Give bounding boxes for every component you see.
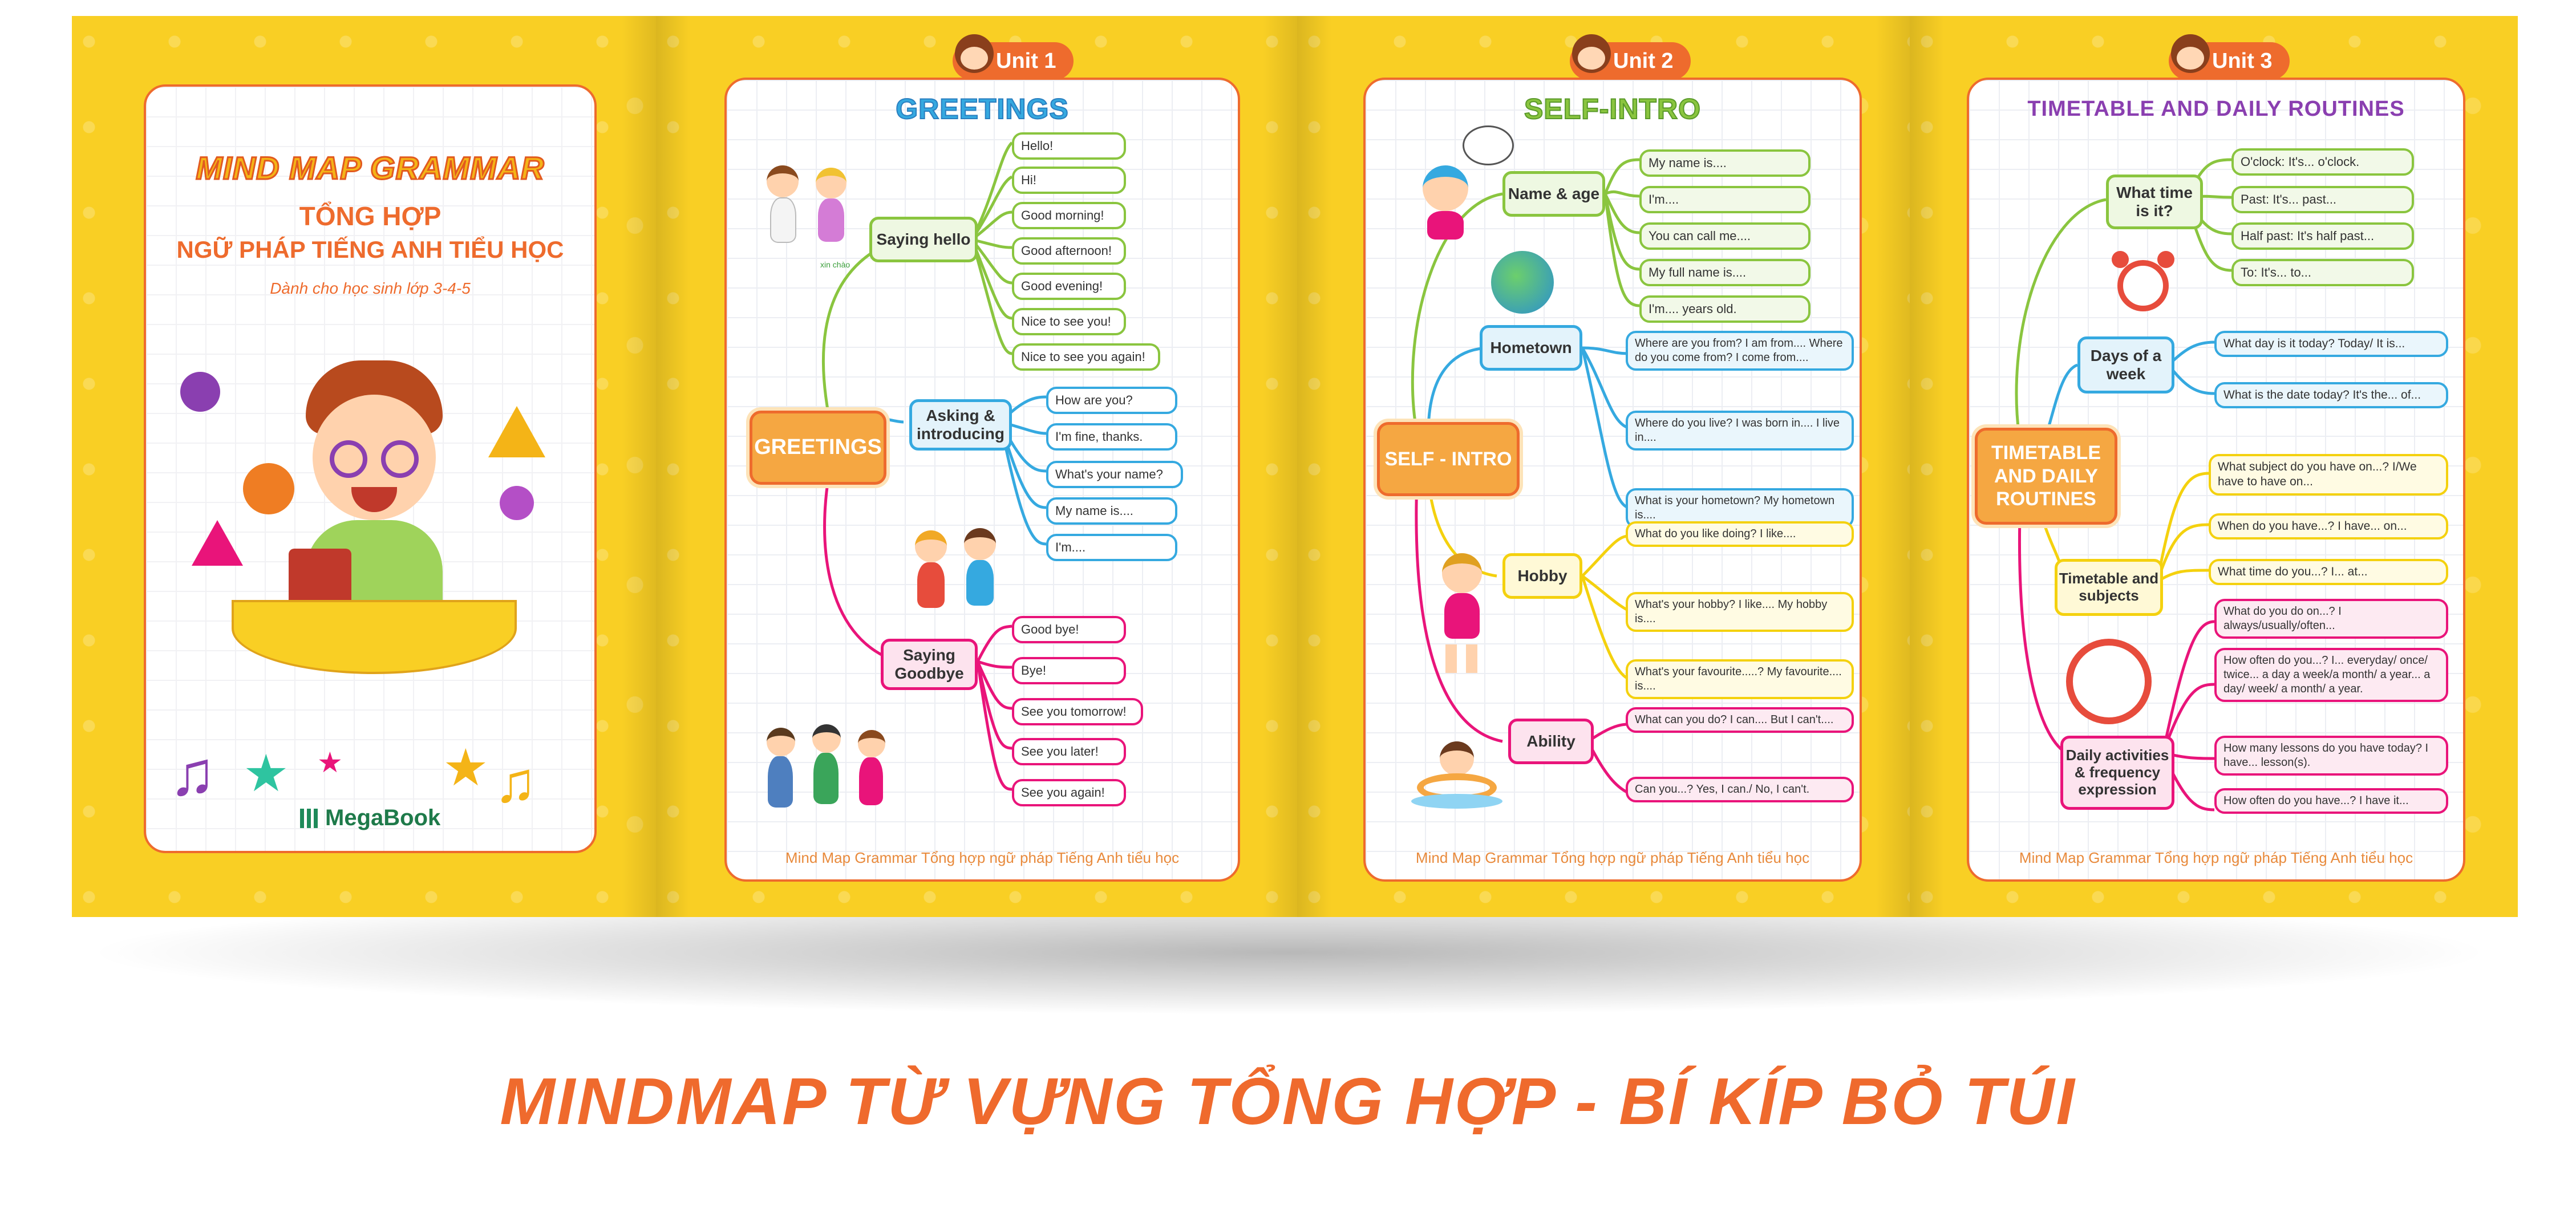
phrase-box: To: It's... to... (2231, 259, 2414, 286)
kids-talking-illustration (909, 525, 1012, 622)
phrase-box: How many lessons do you have today? I have... lesson(s). (2214, 736, 2448, 776)
fold-shade (1263, 16, 1297, 917)
unit3-panel (1910, 16, 2518, 917)
triangle-ruler-icon (192, 520, 243, 566)
phrase-box: I'm fine, thanks. (1046, 423, 1177, 451)
phrase-box: What do you like doing? I like.... (1626, 521, 1854, 547)
star-icon: ★ (317, 747, 343, 778)
unit2-panel (1297, 16, 1910, 917)
phrase-box: See you later! (1012, 738, 1126, 765)
cover-title: MIND MAP GRAMMAR (196, 150, 545, 186)
girl-thinking-illustration (1411, 160, 1485, 245)
fold-shade (1910, 16, 1944, 917)
unit-badge (1570, 42, 1691, 80)
phrase-box: Good morning! (1012, 202, 1126, 229)
phrase-box: Good bye! (1012, 616, 1126, 643)
fold-shade (656, 16, 690, 917)
topic-hometown: Hometown (1480, 325, 1582, 371)
phrase-box: Can you...? Yes, I can./ No, I can't. (1626, 777, 1854, 802)
fold-shade (1297, 16, 1331, 917)
phrase-box: I'm.... (1639, 186, 1811, 213)
music-note-icon: ♫ (169, 739, 216, 809)
phrase-box: Hi! (1012, 167, 1126, 194)
topic-name-age: Name & age (1502, 171, 1605, 217)
planet-icon (180, 372, 220, 412)
phrase-box: What can you do? I can.... But I can't.... (1626, 707, 1854, 733)
unit1-panel (656, 16, 1297, 917)
kids-goodbye-illustration (761, 724, 892, 821)
phrase-box: What is the date today? It's the... of... (2214, 382, 2448, 408)
megabook-logo (300, 805, 440, 831)
page-footer: Mind Map Grammar Tổng hợp ngữ pháp Tiếng Anh tiểu học (2019, 849, 2413, 866)
star-icon: ★ (243, 745, 289, 802)
central-node: SELF - INTRO (1377, 422, 1520, 496)
phrase-box: Hello! (1012, 132, 1126, 160)
page-title: TIMETABLE AND DAILY ROUTINES (2027, 97, 2405, 121)
alarm-clock-icon (2112, 251, 2174, 319)
phrase-box: Good afternoon! (1012, 237, 1126, 265)
girl-face-icon (955, 34, 994, 73)
cover-subtitle-1: TỔNG HỢP (299, 201, 442, 231)
topic-ability: Ability (1508, 719, 1594, 764)
unit-badge (2169, 42, 2290, 80)
topic-what-time: What time is it? (2106, 175, 2203, 229)
unit-label: Unit 3 (2212, 49, 2273, 73)
phrase-box: Past: It's... past... (2231, 186, 2414, 213)
phrase-box: Good evening! (1012, 273, 1126, 300)
unit3-page (1967, 78, 2465, 882)
phrase-box: What day is it today? Today/ It is... (2214, 331, 2448, 357)
planet-icon (500, 486, 534, 520)
cover-page (144, 84, 597, 853)
page-footer: Mind Map Grammar Tổng hợp ngữ pháp Tiếng Anh tiểu học (785, 849, 1180, 866)
triangle-ruler-icon (488, 406, 545, 457)
kids-greeting-caption: xin chào (820, 260, 850, 269)
phrase-box: See you tomorrow! (1012, 698, 1143, 725)
page-title: GREETINGS (896, 93, 1069, 125)
girl-face-icon (2171, 34, 2210, 73)
basketball-icon (243, 463, 294, 514)
unit-label: Unit 2 (1613, 49, 1674, 73)
cover-audience: Dành cho học sinh lớp 3-4-5 (270, 279, 471, 297)
globe-icon (1491, 251, 1554, 314)
phrase-box: My name is.... (1639, 149, 1811, 177)
phrase-box: Nice to see you again! (1012, 343, 1160, 371)
phrase-box: Where do you live? I was born in.... I live in.... (1626, 411, 1854, 451)
girl-microphone-illustration (1434, 553, 1497, 673)
logo-bars-icon (300, 809, 321, 828)
topic-daily-activities: Daily activities & frequency expression (2060, 736, 2174, 810)
phrase-box: What time do you...? I... at... (2209, 559, 2448, 585)
phrase-box: What's your name? (1046, 461, 1183, 488)
topic-saying-goodbye: Saying Goodbye (881, 639, 978, 690)
music-note-icon: ♫ (494, 751, 537, 814)
wall-clock-icon (2066, 639, 2152, 724)
phrase-box: Bye! (1012, 657, 1126, 684)
ribbon-banner (232, 600, 517, 674)
topic-hobby: Hobby (1502, 553, 1582, 599)
phrase-box: O'clock: It's... o'clock. (2231, 148, 2414, 176)
topic-days-of-week: Days of a week (2077, 336, 2174, 394)
phrase-box: What subject do you have on...? I/We have to have on... (2209, 454, 2448, 496)
topic-saying-hello: Saying hello (869, 217, 978, 262)
phrase-box: I'm.... (1046, 534, 1177, 561)
phrase-box: What do you do on...? I always/usually/often... (2214, 599, 2448, 639)
girl-face-icon (1572, 34, 1611, 73)
kids-greeting-illustration (761, 165, 858, 257)
phrase-box: What's your favourite.....? My favourite.... is.... (1626, 659, 1854, 699)
phrase-box: How often do you...? I... everyday/ once/ twice... a day a week/a month/ a year... a day/ week/ a month/ a year. (2214, 648, 2448, 702)
phrase-box: What is your hometown? My hometown is.... (1626, 488, 1854, 528)
unit-badge (953, 42, 1074, 80)
phrase-box: Where are you from? I am from.... Where do you come from? I come from.... (1626, 331, 1854, 371)
topic-timetable-subjects: Timetable and subjects (2055, 559, 2163, 616)
cover-panel (72, 16, 656, 917)
phrase-box: How are you? (1046, 387, 1177, 414)
fold-shade (622, 16, 656, 917)
page-footer: Mind Map Grammar Tổng hợp ngữ pháp Tiếng Anh tiểu học (1415, 849, 1810, 866)
topic-asking-introducing: Asking & introducing (909, 399, 1012, 451)
unit-label: Unit 1 (996, 49, 1056, 73)
cover-subtitle-2: NGỮ PHÁP TIẾNG ANH TIỂU HỌC (176, 236, 564, 263)
unit1-page (724, 78, 1240, 882)
brand-name: MegaBook (325, 805, 441, 830)
phrase-box: I'm.... years old. (1639, 295, 1811, 323)
phrase-box: See you again! (1012, 779, 1126, 806)
central-node: GREETINGS (750, 411, 886, 485)
phrase-box: When do you have...? I have... on... (2209, 513, 2448, 539)
phrase-box: What's your hobby? I like.... My hobby is.... (1626, 592, 1854, 632)
phrase-box: Half past: It's half past... (2231, 222, 2414, 250)
thought-bubble (1463, 125, 1514, 165)
phrase-box: How often do you have...? I have it... (2214, 788, 2448, 814)
phrase-box: Nice to see you! (1012, 308, 1126, 335)
phrase-box: You can call me.... (1639, 222, 1811, 250)
star-icon: ★ (443, 740, 489, 797)
tagline: MINDMAP TỪ VỰNG TỔNG HỢP - BÍ KÍP BỎ TÚI (500, 1064, 2076, 1138)
fold-shade (1876, 16, 1910, 917)
girl-swimming-illustration (1411, 741, 1502, 810)
central-node: TIMETABLE AND DAILY ROUTINES (1975, 428, 2117, 525)
phrase-box: My name is.... (1046, 497, 1177, 525)
unit2-page (1363, 78, 1862, 882)
phrase-box: My full name is.... (1639, 259, 1811, 286)
page-title: SELF-INTRO (1524, 93, 1701, 125)
